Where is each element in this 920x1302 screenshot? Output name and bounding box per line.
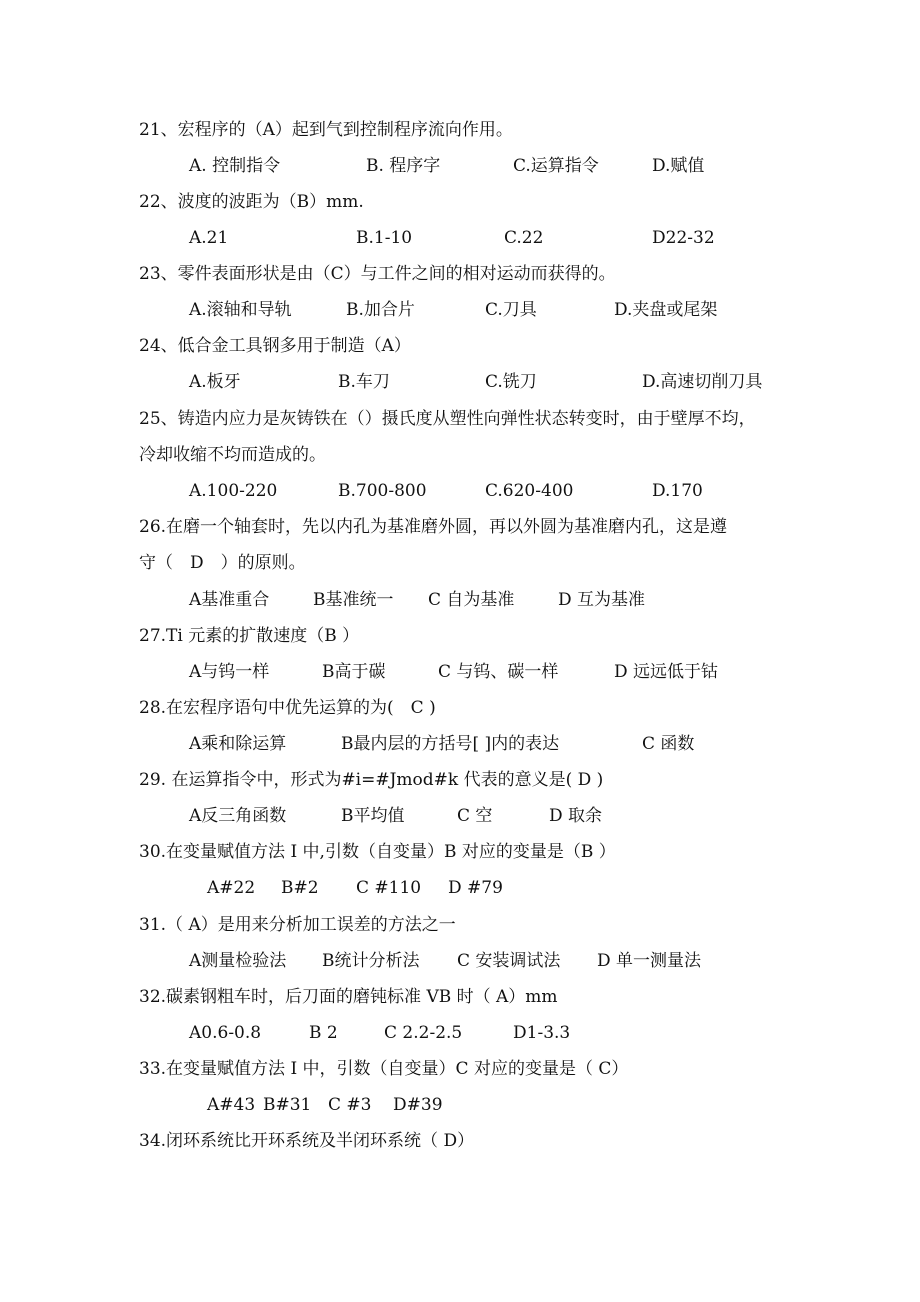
question-26-stem: 26.在磨一个轴套时，先以内孔为基准磨外圆，再以外圆为基准磨内孔，这是遵	[139, 517, 728, 537]
question-30-option-a: A#22	[207, 878, 256, 898]
question-25-option-c: C.620-400	[485, 481, 574, 501]
question-33-stem: 33.在变量赋值方法 I 中，引数（自变量）C 对应的变量是（ C）	[139, 1059, 629, 1079]
question-22-option-a: A.21	[189, 228, 229, 248]
question-33-option-d: D#39	[393, 1095, 443, 1115]
question-30-option-b: B#2	[281, 878, 319, 898]
question-22-option-d: D22-32	[652, 228, 715, 248]
question-31-option-a: A测量检验法	[189, 951, 287, 971]
question-27-option-a: A与钨一样	[189, 662, 270, 682]
question-22-stem: 22、波度的波距为（B）mm.	[139, 192, 364, 212]
question-27-option-b: B高于碳	[322, 662, 386, 682]
question-32-stem: 32.碳素钢粗车时，后刀面的磨钝标准 VB 时（ A）mm	[139, 987, 558, 1007]
question-23-stem: 23、零件表面形状是由（C）与工件之间的相对运动而获得的。	[139, 264, 616, 284]
question-21-stem: 21、宏程序的（A）起到气到控制程序流向作用。	[139, 120, 513, 140]
question-26-option-b: B基准统一	[313, 590, 394, 610]
question-30-option-d: D #79	[448, 878, 503, 898]
question-26-option-c: C 自为基准	[428, 590, 515, 610]
question-30-option-c: C #110	[356, 878, 422, 898]
question-25-option-a: A.100-220	[189, 481, 278, 501]
question-29-option-b: B平均值	[341, 806, 405, 826]
question-32-option-c: C 2.2-2.5	[384, 1023, 463, 1043]
question-22-option-b: B.1-10	[356, 228, 413, 248]
question-26-stem-continued: 守（ D ）的原则。	[139, 553, 306, 573]
question-21-option-a: A. 控制指令	[189, 156, 281, 176]
question-28-option-c: C 函数	[642, 734, 695, 754]
question-28-option-a: A乘和除运算	[189, 734, 287, 754]
question-33-option-c: C #3	[328, 1095, 372, 1115]
question-31-option-d: D 单一测量法	[597, 951, 702, 971]
question-23-option-c: C.刀具	[485, 300, 537, 320]
question-32-option-b: B 2	[309, 1023, 338, 1043]
question-23-option-d: D.夹盘或尾架	[614, 300, 718, 320]
question-24-option-d: D.高速切削刀具	[642, 372, 763, 392]
question-25-stem: 25、铸造内应力是灰铸铁在（）摄氏度从塑性向弹性状态转变时，由于壁厚不均，	[139, 409, 756, 429]
question-26-option-a: A基准重合	[189, 590, 270, 610]
question-31-stem: 31.（ A）是用来分析加工误差的方法之一	[139, 915, 456, 935]
question-31-option-b: B统计分析法	[322, 951, 420, 971]
question-32-option-a: A0.6-0.8	[189, 1023, 262, 1043]
question-28-stem: 28.在宏程序语句中优先运算的为( C )	[139, 698, 436, 718]
question-33-option-b: B#31	[263, 1095, 312, 1115]
question-34-stem: 34.闭环系统比开环系统及半闭环系统（ D）	[139, 1131, 475, 1151]
question-24-option-b: B.车刀	[338, 372, 390, 392]
question-32-option-d: D1-3.3	[513, 1023, 571, 1043]
question-24-stem: 24、低合金工具钢多用于制造（A）	[139, 336, 411, 356]
question-27-option-c: C 与钨、碳一样	[438, 662, 559, 682]
question-25-option-d: D.170	[652, 481, 703, 501]
question-29-stem: 29. 在运算指令中，形式为#i=#Jmod#k 代表的意义是( D )	[139, 770, 604, 790]
question-21-option-c: C.运算指令	[513, 156, 599, 176]
question-21-option-b: B. 程序字	[366, 156, 441, 176]
question-29-option-c: C 空	[457, 806, 493, 826]
question-22-option-c: C.22	[504, 228, 544, 248]
question-29-option-d: D 取余	[549, 806, 603, 826]
question-23-option-b: B.加合片	[346, 300, 415, 320]
question-24-option-c: C.铣刀	[485, 372, 537, 392]
question-26-option-d: D 互为基准	[558, 590, 646, 610]
question-21-option-d: D.赋值	[652, 156, 705, 176]
question-25-stem-continued: 冷却收缩不均而造成的。	[139, 445, 326, 465]
question-28-option-b: B最内层的方括号[ ]内的表达	[341, 734, 560, 754]
question-30-stem: 30.在变量赋值方法 I 中,引数（自变量）B 对应的变量是（B ）	[139, 842, 616, 862]
question-27-stem: 27.Ti 元素的扩散速度（B ）	[139, 626, 360, 646]
question-31-option-c: C 安装调试法	[457, 951, 561, 971]
question-24-option-a: A.板牙	[189, 372, 241, 392]
question-23-option-a: A.滚轴和导轨	[189, 300, 292, 320]
question-29-option-a: A反三角函数	[189, 806, 287, 826]
question-25-option-b: B.700-800	[338, 481, 427, 501]
question-27-option-d: D 远远低于钴	[614, 662, 719, 682]
question-33-option-a: A#43	[207, 1095, 256, 1115]
